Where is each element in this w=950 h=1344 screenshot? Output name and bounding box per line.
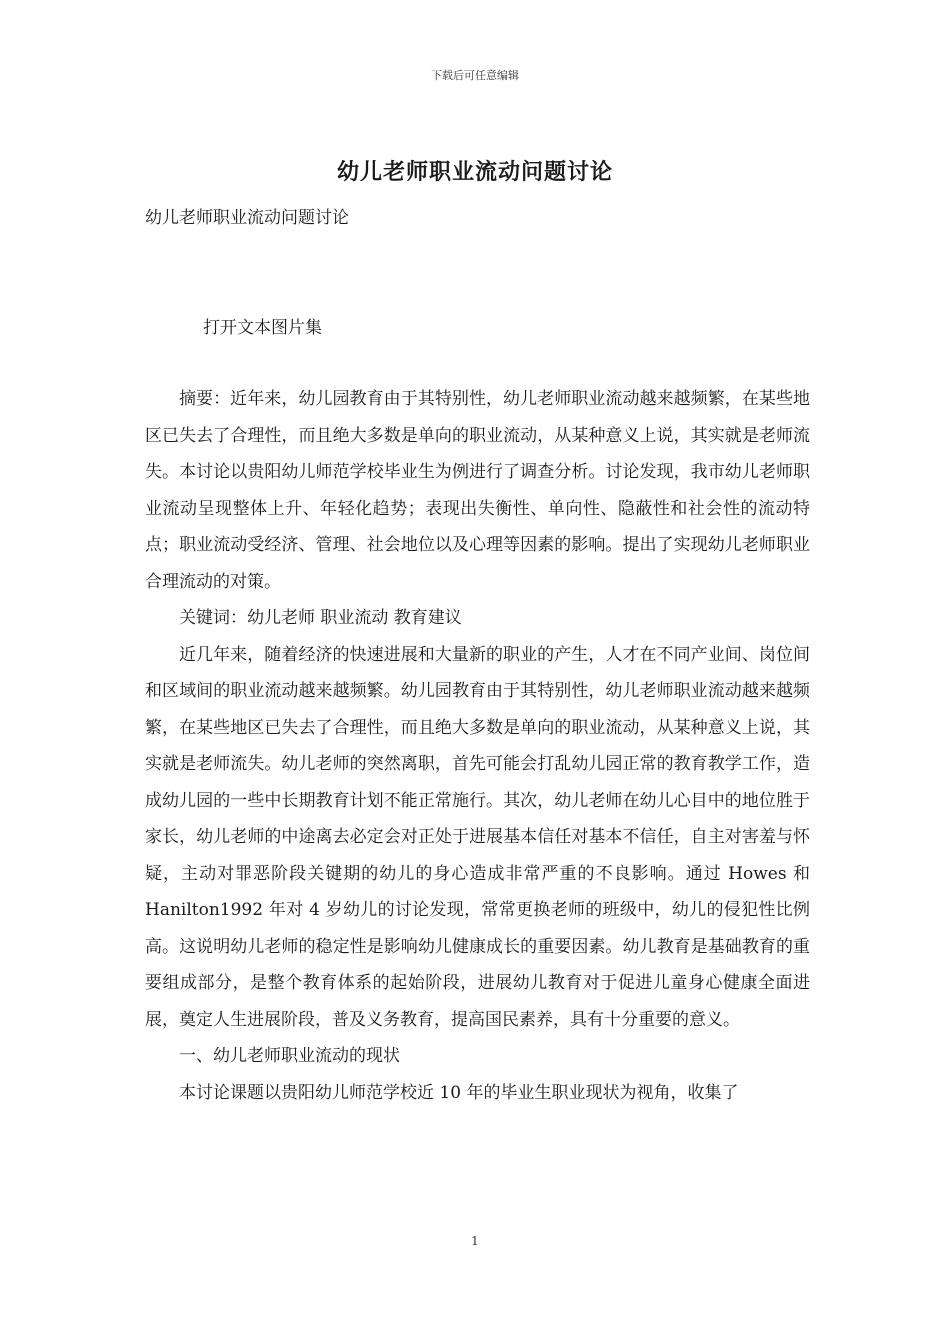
image-gallery-link[interactable]: 打开文本图片集 (203, 318, 322, 338)
document-body (145, 381, 810, 1111)
document-title: 幼儿老师职业流动问题讨论 (336, 159, 613, 185)
header-note: 下载后可任意编辑 (431, 69, 519, 82)
body-paragraph: 本讨论课题以贵阳幼儿师范学校近 10 年的毕业生职业现状为视角，收集了 (179, 1082, 739, 1103)
keywords-paragraph: 关键词：幼儿老师 职业流动 教育建议 (179, 608, 462, 628)
page-number: 1 (471, 1234, 479, 1248)
section-heading: 一、幼儿老师职业流动的现状 (179, 1046, 400, 1066)
body-paragraph: 近几年来，随着经济的快速进展和大量新的职业的产生，人才在不同产业间、岗位间和区域间的职业流动越来越频繁。幼儿园教育由于其特别性，幼儿老师职业流动越来越频繁，在某些地区已失去了合理性，而且绝大多数是单向的职业流动，从某种意义上说，其实就是老师流失。幼儿老师的突然离职，首先可能会打乱幼儿园正常的教育教学工作，造成幼儿园的一些中长期教育计划不能正常施行。其次，幼儿老师在幼儿心目中的地位胜于家长，幼儿老师的中途离去必定会对正处于进展基本信任对基本不信任，自主对害羞与怀疑，主动对罪恶阶段关键期的幼儿的身心造成非常严重的不良影响。通过 Howes 和 Hanilton1992 年对 4 岁幼儿的讨论发现，常常更换老师的班级中，幼儿的侵犯性比例高。这说明幼儿老师的稳定性是影响幼儿健康成长的重要因素。幼儿教育是基础教育的重要组成部分，是整个教育体系的起始阶段，进展幼儿教育对于促进儿童身心健康全面进展，奠定人生进展阶段，普及义务教育，提高国民素养，具有十分重要的意义。 (145, 644, 810, 1030)
abstract-paragraph: 摘要：近年来，幼儿园教育由于其特别性，幼儿老师职业流动越来越频繁，在某些地区已失去了合理性，而且绝大多数是单向的职业流动，从某种意义上说，其实就是老师流失。本讨论以贵阳幼儿师范学校毕业生为例进行了调查分析。讨论发现，我市幼儿老师职业流动呈现整体上升、年轻化趋势；表现出失衡性、单向性、隐蔽性和社会性的流动特点；职业流动受经济、管理、社会地位以及心理等因素的影响。提出了实现幼儿老师职业合理流动的对策。 (145, 389, 810, 592)
document-subtitle: 幼儿老师职业流动问题讨论 (145, 208, 349, 228)
